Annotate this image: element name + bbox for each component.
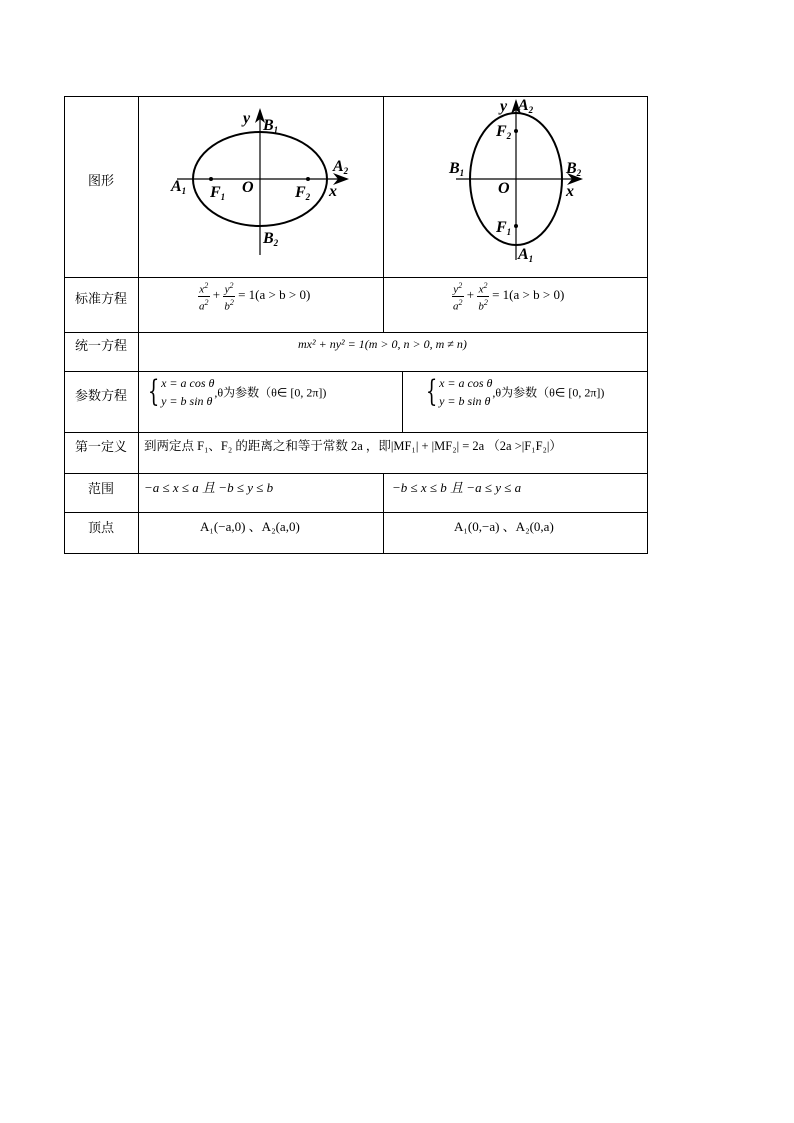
parametric-equation-vertical xyxy=(422,374,604,410)
label-b2-subscript: 2 xyxy=(273,238,279,248)
parametric-system xyxy=(161,374,214,410)
row-divider xyxy=(64,512,648,513)
fraction-y-over-a: $\frac{y^2}{a^2}$ xyxy=(453,281,463,313)
label-f1-subscript: 1 xyxy=(506,227,512,237)
vertices-horizontal: A₁(−a,0) 、A₂(a,0) xyxy=(200,519,300,534)
label-a2-letter: A xyxy=(518,97,529,114)
label-b2-subscript: 2 xyxy=(576,168,582,178)
label-f2 xyxy=(294,184,311,202)
vertices-vertical: A₁(0,−a) 、A₂(0,a) xyxy=(454,519,554,534)
label-f2-subscript: 2 xyxy=(506,131,512,141)
equation-condition: = 1(a > b > 0) xyxy=(492,287,565,303)
label-b1-subscript: 1 xyxy=(273,125,279,135)
numerator: x xyxy=(478,283,484,296)
brace-symbol: { xyxy=(147,374,160,409)
parametric-note: ,θ为参数（θ∈ [0, 2π]) xyxy=(492,385,605,400)
range-horizontal: −a ≤ x ≤ a 且 −b ≤ y ≤ b xyxy=(144,480,274,495)
row-divider xyxy=(64,371,648,372)
x-axis-label: x xyxy=(329,183,337,200)
denominator: b xyxy=(224,300,230,313)
row-label-standard-equation: 标准方程 xyxy=(74,292,127,307)
label-a2 xyxy=(332,158,349,176)
row-divider xyxy=(64,432,648,433)
label-f2-letter: F xyxy=(496,123,507,140)
table-border-right xyxy=(647,96,648,554)
label-b2 xyxy=(565,160,582,178)
row-label-parametric-equation: 参数方程 xyxy=(74,389,127,404)
focus-point-f1 xyxy=(209,177,213,181)
origin-label: O xyxy=(242,179,254,196)
focus-point-f2 xyxy=(514,129,518,133)
label-b1 xyxy=(262,117,278,135)
label-f2 xyxy=(495,123,512,141)
row-label-figure: 图形 xyxy=(87,174,114,189)
horizontal-ellipse-diagram xyxy=(139,97,383,277)
label-f1-letter: F xyxy=(210,184,221,201)
row-divider xyxy=(64,277,648,278)
ellipse-properties-table xyxy=(64,96,648,554)
standard-equation-vertical: $\frac{y^2}{a^2}$ + $\frac{x^2}{b^2}$ = 1(a > b > 0) xyxy=(453,281,565,313)
numerator: x xyxy=(199,283,205,296)
fraction-y-over-b: $\frac{y^2}{b^2}$ xyxy=(224,281,234,313)
parametric-line-x: x = a cos θ xyxy=(439,376,493,390)
y-axis-label: y xyxy=(500,98,508,115)
label-a1-subscript: 1 xyxy=(528,254,534,264)
label-b2-letter: B xyxy=(263,230,274,247)
numerator: y xyxy=(224,283,230,296)
denominator: b xyxy=(478,300,484,313)
y-axis-label: y xyxy=(243,110,251,127)
table-border-bottom xyxy=(64,553,648,554)
label-f1-subscript: 1 xyxy=(220,192,226,202)
label-f2-letter: F xyxy=(295,184,306,201)
column-divider xyxy=(402,371,403,432)
standard-equation-horizontal: $\frac{x^2}{a^2}$ + $\frac{y^2}{b^2}$ = 1(a > b > 0) xyxy=(199,281,311,313)
label-b1-letter: B xyxy=(263,117,274,134)
parametric-system xyxy=(439,374,492,410)
range-vertical: −b ≤ x ≤ b 且 −a ≤ y ≤ a xyxy=(392,480,522,495)
row-label-range: 范围 xyxy=(87,482,114,497)
brace-symbol: { xyxy=(425,374,438,409)
label-a1 xyxy=(170,178,186,196)
parametric-line-y: y = b sin θ xyxy=(161,394,213,408)
label-a2-subscript: 2 xyxy=(343,166,349,176)
column-divider xyxy=(383,473,384,553)
label-a2 xyxy=(517,97,534,115)
fraction-x-over-b: $\frac{x^2}{b^2}$ xyxy=(478,281,488,313)
label-b2-letter: B xyxy=(566,160,577,177)
equation-condition: = 1(a > b > 0) xyxy=(238,287,311,303)
unified-equation: mx² + ny² = 1(m > 0, n > 0, m ≠ n) xyxy=(298,337,467,351)
row-label-vertices: 顶点 xyxy=(87,521,114,536)
origin-label: O xyxy=(498,180,510,197)
parametric-note: ,θ为参数（θ∈ [0, 2π]) xyxy=(214,385,327,400)
label-a1-subscript: 1 xyxy=(181,186,187,196)
row-divider xyxy=(64,473,648,474)
vertical-ellipse-diagram xyxy=(384,97,647,277)
label-a2-subscript: 2 xyxy=(528,105,534,115)
parametric-equation-horizontal xyxy=(144,374,326,410)
focus-point-f2 xyxy=(306,177,310,181)
first-definition-text: 到两定点 F₁、F₂ 的距离之和等于常数 2a ，即|MF₁| + |MF₂| = 2a （2a >|F₁F₂|） xyxy=(144,439,562,453)
parametric-line-y: y = b sin θ xyxy=(439,394,491,408)
label-f1-letter: F xyxy=(496,219,507,236)
label-a1-letter: A xyxy=(171,178,182,195)
denominator: a xyxy=(199,300,205,313)
row-label-unified-equation: 统一方程 xyxy=(74,339,127,354)
label-b1-subscript: 1 xyxy=(459,168,465,178)
label-b1-letter: B xyxy=(449,160,460,177)
focus-point-f1 xyxy=(514,224,518,228)
parametric-line-x: x = a cos θ xyxy=(161,376,215,390)
fraction-x-over-a: $\frac{x^2}{a^2}$ xyxy=(199,281,209,313)
label-f1 xyxy=(495,219,511,237)
label-a1 xyxy=(517,246,533,264)
denominator: a xyxy=(453,300,459,313)
label-a1-letter: A xyxy=(518,246,529,263)
x-axis-label: x xyxy=(566,183,574,200)
label-b1 xyxy=(448,160,464,178)
label-b2 xyxy=(262,230,279,248)
label-f2-subscript: 2 xyxy=(305,192,311,202)
row-label-first-definition: 第一定义 xyxy=(74,440,127,455)
label-a2-letter: A xyxy=(333,158,344,175)
row-divider xyxy=(64,332,648,333)
label-f1 xyxy=(209,184,225,202)
numerator: y xyxy=(453,283,459,296)
